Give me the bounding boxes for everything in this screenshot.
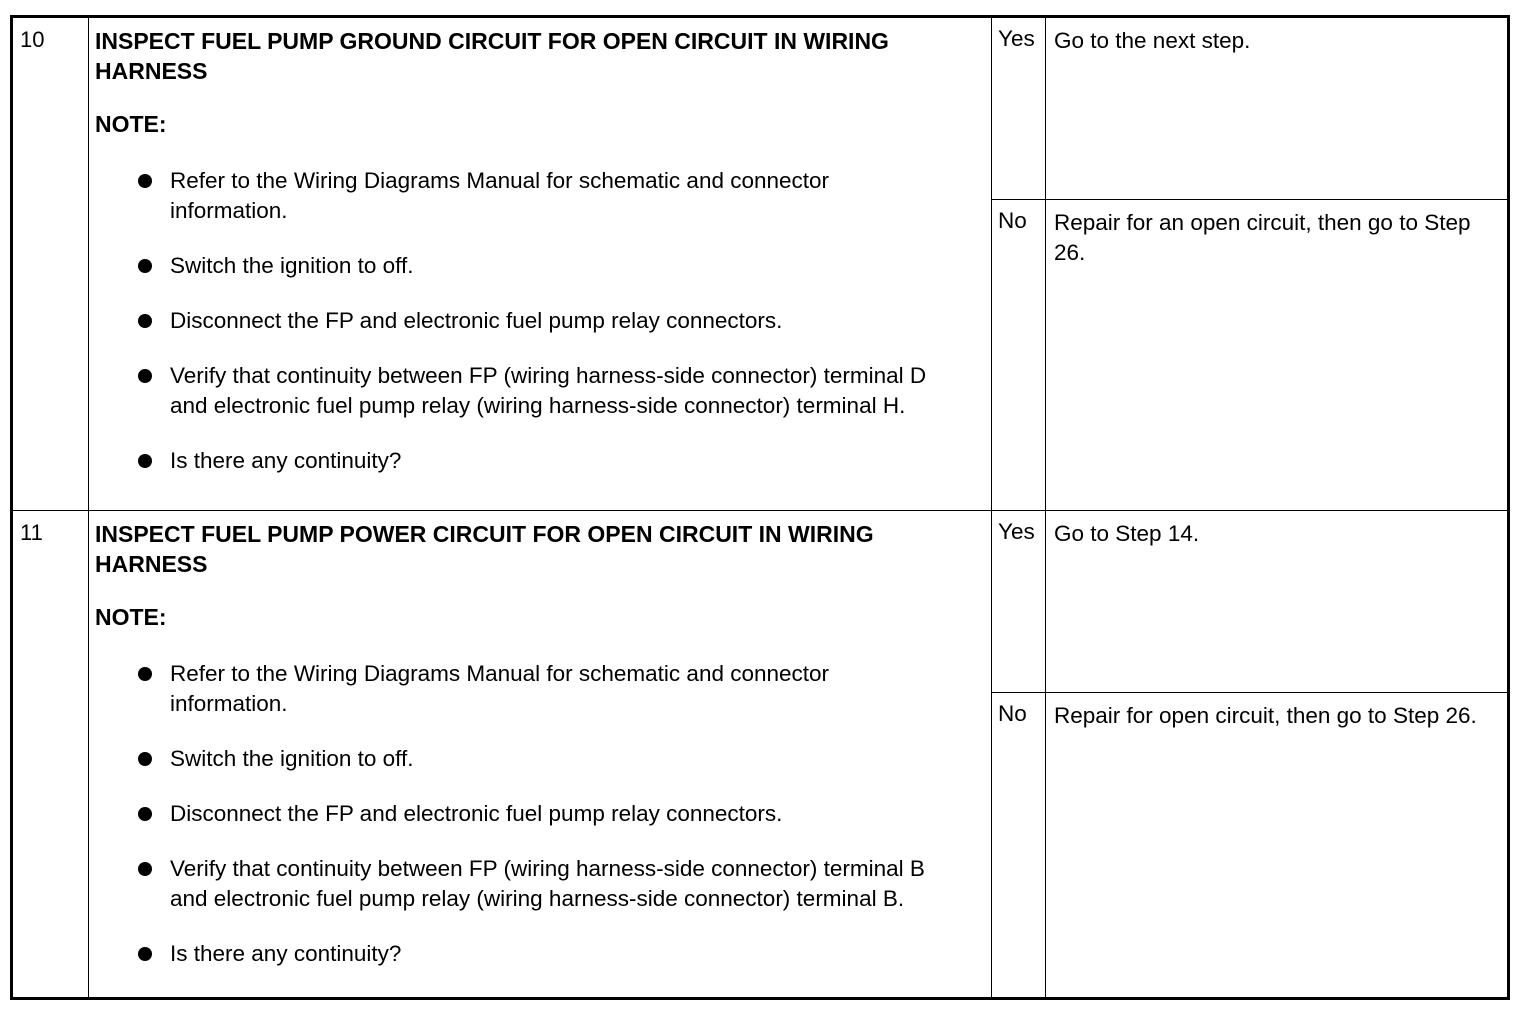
list-item [89, 446, 991, 476]
yes-result [992, 18, 1510, 200]
list-item [89, 854, 991, 914]
no-result [992, 200, 1510, 510]
bullet-icon [138, 259, 152, 273]
diagnostic-procedure-table [10, 15, 1510, 1000]
list-item [89, 251, 991, 281]
list-item-text: Disconnect the FP and electronic fuel pump relay connectors. [170, 801, 783, 826]
bullet-icon [138, 807, 152, 821]
step-row-10 [13, 18, 1507, 511]
list-item-text: Switch the ignition to off. [170, 746, 414, 771]
list-item-text: Switch the ignition to off. [170, 253, 414, 278]
yes-action: Go to Step 14. [1054, 521, 1200, 546]
list-item-text: Is there any continuity? [170, 941, 402, 966]
bullet-icon [138, 314, 152, 328]
list-item-text: Verify that continuity between FP (wiring harness-side connector) terminal B and electronic fuel pump relay (wiring harness-side connector) terminal B. [170, 856, 925, 911]
bullet-icon [138, 454, 152, 468]
yes-label: Yes [992, 18, 1046, 199]
list-item-text: Verify that continuity between FP (wiring harness-side connector) terminal D and electronic fuel pump relay (wiring harness-side connector) terminal H. [170, 363, 927, 418]
list-item [89, 659, 991, 719]
bullet-icon [138, 369, 152, 383]
list-item [89, 799, 991, 829]
list-item-text: Refer to the Wiring Diagrams Manual for schematic and connector information. [170, 661, 830, 716]
step-heading: INSPECT FUEL PUMP GROUND CIRCUIT FOR OPEN CIRCUIT IN WIRING HARNESS [95, 28, 889, 84]
list-item [89, 361, 991, 421]
list-item [89, 939, 991, 969]
step-result-cell [992, 18, 1510, 510]
instruction-list [89, 166, 991, 501]
note-label: NOTE: [95, 604, 167, 630]
bullet-icon [138, 667, 152, 681]
list-item-text: Is there any continuity? [170, 448, 402, 473]
step-result-cell [992, 511, 1510, 997]
step-heading: INSPECT FUEL PUMP POWER CIRCUIT FOR OPEN CIRCUIT IN WIRING HARNESS [95, 521, 874, 577]
list-item-text: Refer to the Wiring Diagrams Manual for schematic and connector information. [170, 168, 830, 223]
bullet-icon [138, 947, 152, 961]
step-instructions-cell [89, 18, 992, 510]
list-item [89, 744, 991, 774]
bullet-icon [138, 752, 152, 766]
step-number-cell [13, 511, 89, 997]
bullet-icon [138, 862, 152, 876]
instruction-list [89, 659, 991, 994]
list-item [89, 166, 991, 226]
list-item [89, 306, 991, 336]
step-number: 11 [20, 520, 43, 545]
note-label: NOTE: [95, 111, 167, 137]
yes-action: Go to the next step. [1054, 28, 1251, 53]
yes-label: Yes [992, 511, 1046, 692]
no-label: No [992, 693, 1046, 997]
step-instructions-cell [89, 511, 992, 997]
yes-result [992, 511, 1510, 693]
bullet-icon [138, 174, 152, 188]
step-row-11 [13, 511, 1507, 997]
no-result [992, 693, 1510, 997]
no-action: Repair for open circuit, then go to Step 26. [1054, 703, 1477, 728]
no-action: Repair for an open circuit, then go to Step 26. [1054, 210, 1471, 265]
list-item-text: Disconnect the FP and electronic fuel pump relay connectors. [170, 308, 783, 333]
step-number-cell [13, 18, 89, 510]
step-number: 10 [20, 27, 45, 52]
no-label: No [992, 200, 1046, 510]
